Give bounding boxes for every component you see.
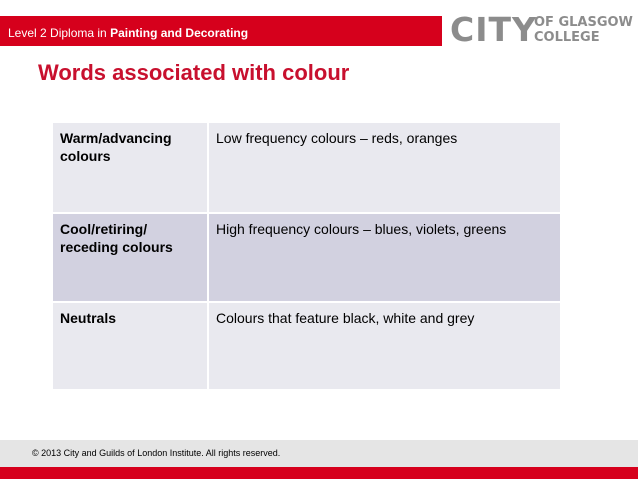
city-of-glasgow-college-logo	[450, 10, 633, 52]
table-cell-description: Low frequency colours – reds, oranges	[209, 123, 560, 212]
slide-title: Words associated with colour	[38, 60, 350, 85]
table-cell-term: Neutrals	[53, 301, 209, 389]
logo-line-1: OF GLASGOW	[534, 15, 633, 30]
colour-words-table	[53, 123, 560, 389]
course-title	[8, 26, 248, 40]
table-cell-description: High frequency colours – blues, violets, greens	[209, 212, 560, 301]
course-prefix: Level 2 Diploma in	[8, 26, 111, 40]
course-name: Painting and Decorating	[110, 26, 249, 40]
logo-line-2: COLLEGE	[534, 30, 600, 45]
footer-bar	[0, 440, 638, 467]
table-cell-term: Cool/retiring/ receding colours	[53, 212, 209, 301]
table-cell-term: Warm/advancing colours	[53, 123, 209, 212]
footer-red-stripe	[0, 467, 638, 479]
logo-city-text: CITY	[450, 10, 537, 49]
header-bar	[0, 16, 442, 46]
table-cell-description: Colours that feature black, white and grey	[209, 301, 560, 389]
copyright-text: © 2013 City and Guilds of London Institute. All rights reserved.	[32, 448, 281, 458]
